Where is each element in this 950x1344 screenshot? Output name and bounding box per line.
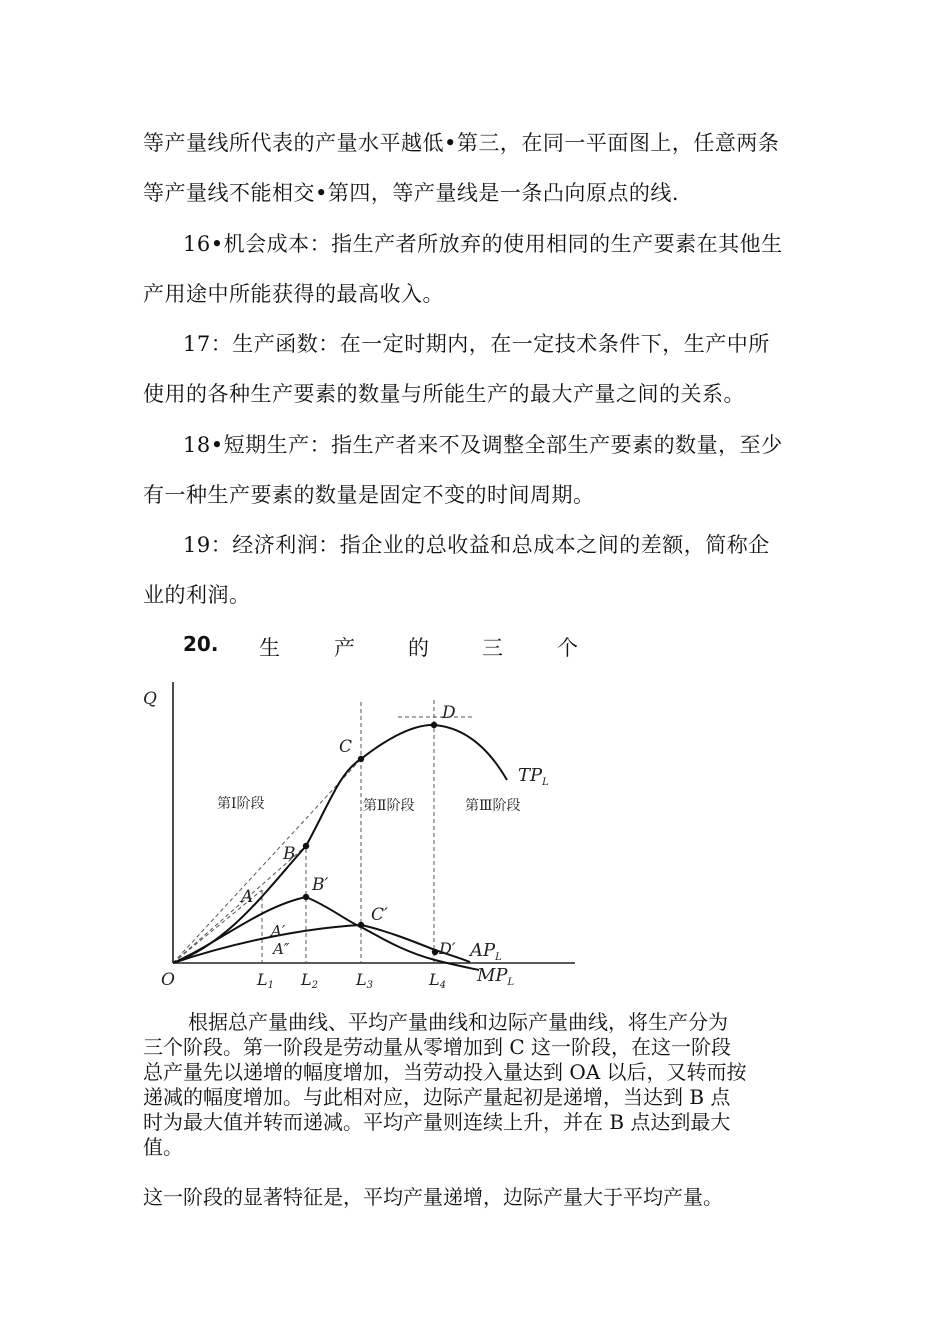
point-c-prime-label: C′ bbox=[371, 905, 388, 925]
point-a-label: A bbox=[241, 887, 254, 907]
stage-1-label: 第Ⅰ阶段 bbox=[217, 796, 265, 812]
heading-char: 生 bbox=[259, 636, 280, 660]
heading-char: 的 bbox=[408, 636, 429, 660]
section-20-heading bbox=[0, 632, 950, 662]
stages-explanation bbox=[143, 1010, 813, 1160]
text-line-2: 等产量线不能相交•第四，等产量线是一条凸向原点的线. bbox=[143, 181, 680, 205]
definition-17-line-1: 17：生产函数：在一定时期内，在一定技术条件下，生产中所 bbox=[183, 332, 770, 356]
text-line-1: 等产量线所代表的产量水平越低•第三，在同一平面图上，任意两条 bbox=[143, 131, 780, 155]
paragraph-line: 时为最大值并转而递减。平均产量则连续上升，并在 B 点达到最大 bbox=[143, 1110, 731, 1134]
point-a-prime-label: A′ bbox=[271, 922, 286, 940]
mp-curve bbox=[173, 897, 479, 970]
point-a-double-prime-label: A″ bbox=[273, 940, 290, 958]
tick-l3: L3 bbox=[356, 970, 373, 991]
tp-label: $TP_L$ bbox=[518, 765, 549, 788]
y-axis-label: Q bbox=[143, 689, 157, 709]
guide-lines bbox=[173, 700, 475, 963]
definition-16-line-2: 产用途中所能获得的最高收入。 bbox=[143, 282, 444, 306]
point-d-label: D bbox=[442, 703, 456, 723]
paragraph-line: 根据总产量曲线、平均产量曲线和边际产量曲线，将生产分为 bbox=[188, 1010, 728, 1034]
stage-2-label: 第Ⅱ阶段 bbox=[363, 798, 415, 814]
section-number: 20. bbox=[183, 632, 219, 656]
definition-19-line-1: 19：经济利润：指企业的总收益和总成本之间的差额，简称企 bbox=[183, 533, 770, 557]
stage-3-label: 第Ⅲ阶段 bbox=[465, 798, 521, 814]
point-c-label: C bbox=[339, 737, 353, 757]
definition-18-line-2: 有一种生产要素的数量是固定不变的时间周期。 bbox=[143, 483, 595, 507]
heading-char: 产 bbox=[334, 636, 355, 660]
ap-label: $AP_L$ bbox=[470, 940, 502, 963]
point-b-prime-label: B′ bbox=[312, 875, 329, 895]
tick-l1: L1 bbox=[257, 970, 274, 991]
production-stages-figure bbox=[135, 672, 585, 994]
definition-19-line-2: 业的利润。 bbox=[143, 583, 251, 607]
paragraph-line: 三个阶段。第一阶段是劳动量从零增加到 C 这一阶段，在这一阶段 bbox=[143, 1035, 732, 1059]
tick-l4: L4 bbox=[429, 970, 446, 991]
paragraph-line: 值。 bbox=[143, 1135, 183, 1159]
paragraph-line: 递减的幅度增加。与此相对应，边际产量起初是递增，当达到 B 点 bbox=[143, 1085, 731, 1109]
heading-char: 个 bbox=[557, 636, 578, 660]
stage-feature-paragraph: 这一阶段的显著特征是，平均产量递增，边际产量大于平均产量。 bbox=[143, 1185, 723, 1209]
point-b-label: B bbox=[283, 844, 296, 864]
definition-16-line-1: 16•机会成本：指生产者所放弃的使用相同的生产要素在其他生 bbox=[183, 232, 783, 256]
point-d-prime-label: D′ bbox=[439, 939, 456, 958]
definition-17-line-2: 使用的各种生产要素的数量与所能生产的最大产量之间的关系。 bbox=[143, 382, 745, 406]
origin-label: O bbox=[161, 970, 175, 990]
definition-18-line-1: 18•短期生产：指生产者来不及调整全部生产要素的数量，至少 bbox=[183, 433, 783, 457]
paragraph-line: 总产量先以递增的幅度增加，当劳动投入量达到 OA 以后，又转而按 bbox=[143, 1060, 747, 1084]
heading-char: 三 bbox=[482, 636, 503, 660]
tick-l2: L2 bbox=[301, 970, 318, 991]
mp-label: $MP_L$ bbox=[477, 965, 515, 988]
